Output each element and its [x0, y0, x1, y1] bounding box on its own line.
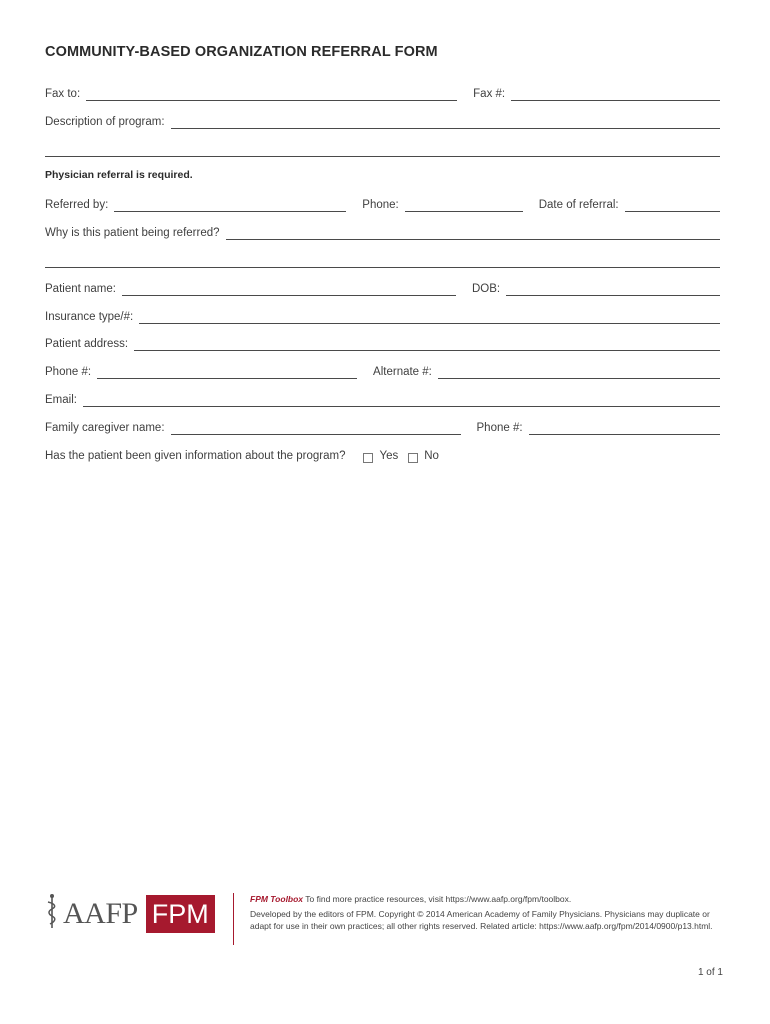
family-caregiver-field[interactable] — [171, 422, 461, 435]
referred-row — [45, 194, 720, 212]
phone-label: Phone: — [362, 199, 399, 211]
page-title: COMMUNITY-BASED ORGANIZATION REFERRAL FORM — [45, 44, 438, 60]
patient-name-label: Patient name: — [45, 283, 116, 295]
description-row-2 — [45, 139, 720, 157]
fax-number-label: Fax #: — [473, 88, 506, 100]
phone-field[interactable] — [405, 199, 523, 212]
info-question-label: Has the patient been given information about the program? — [45, 450, 346, 462]
info-row — [45, 445, 720, 463]
phone-row — [45, 361, 720, 379]
description-row — [45, 111, 720, 129]
dob-label: DOB: — [471, 283, 501, 295]
fax-to-field[interactable] — [86, 88, 457, 101]
toolbox-text: To find more practice resources, visit https://www.aafp.org/fpm/toolbox. — [303, 894, 572, 904]
yes-label: Yes — [379, 450, 399, 462]
address-row — [45, 333, 720, 351]
insurance-row — [45, 306, 720, 324]
email-field[interactable] — [83, 394, 720, 407]
why-referred-field-2[interactable] — [45, 255, 720, 268]
email-row — [45, 389, 720, 407]
aafp-logo: AAFP — [63, 896, 138, 930]
no-checkbox[interactable] — [408, 453, 418, 463]
description-field[interactable] — [171, 116, 720, 129]
referred-by-label: Referred by: — [45, 199, 109, 211]
dob-field[interactable] — [506, 283, 720, 296]
footer-logo — [45, 893, 215, 934]
why-referred-field[interactable] — [226, 227, 720, 240]
toolbox-brand: FPM Toolbox — [250, 894, 304, 904]
phone-number-field[interactable] — [97, 366, 357, 379]
fax-number-field[interactable] — [511, 88, 720, 101]
footer-text — [250, 893, 720, 935]
fax-to-label: Fax to: — [45, 88, 81, 100]
patient-name-row — [45, 278, 720, 296]
page-number: 1 of 1 — [697, 967, 723, 978]
toolbox-line — [250, 893, 720, 905]
footer-divider — [233, 893, 234, 945]
fax-row — [45, 83, 720, 101]
patient-name-field[interactable] — [122, 283, 456, 296]
description-field-2[interactable] — [45, 144, 720, 157]
caduceus-icon — [45, 893, 59, 934]
patient-address-label: Patient address: — [45, 338, 129, 350]
caregiver-row — [45, 417, 720, 435]
caregiver-phone-field[interactable] — [529, 422, 720, 435]
caregiver-phone-label: Phone #: — [476, 422, 523, 434]
description-label: Description of program: — [45, 116, 165, 128]
alternate-field[interactable] — [438, 366, 720, 379]
why-row-2 — [45, 250, 720, 268]
email-label: Email: — [45, 394, 77, 406]
referred-by-field[interactable] — [114, 199, 346, 212]
phone-number-label: Phone #: — [45, 366, 92, 378]
physician-note: Physician referral is required. — [45, 169, 193, 181]
insurance-field[interactable] — [139, 311, 720, 324]
family-caregiver-label: Family caregiver name: — [45, 422, 165, 434]
date-of-referral-label: Date of referral: — [538, 199, 619, 211]
no-label: No — [424, 450, 439, 462]
why-referred-label: Why is this patient being referred? — [45, 227, 220, 239]
why-row — [45, 222, 720, 240]
date-of-referral-field[interactable] — [625, 199, 720, 212]
yes-checkbox[interactable] — [363, 453, 373, 463]
patient-address-field[interactable] — [134, 338, 720, 351]
insurance-label: Insurance type/#: — [45, 311, 134, 323]
fpm-logo: FPM — [146, 895, 215, 933]
alternate-label: Alternate #: — [373, 366, 432, 378]
developed-text: Developed by the editors of FPM. Copyright © 2014 American Academy of Family Physicians. Physicians may duplicate or adapt for use in their own practices; all other rights reserved. Related article: https://www.aafp.org/fpm/2014/0900/p13.html. — [250, 909, 713, 931]
